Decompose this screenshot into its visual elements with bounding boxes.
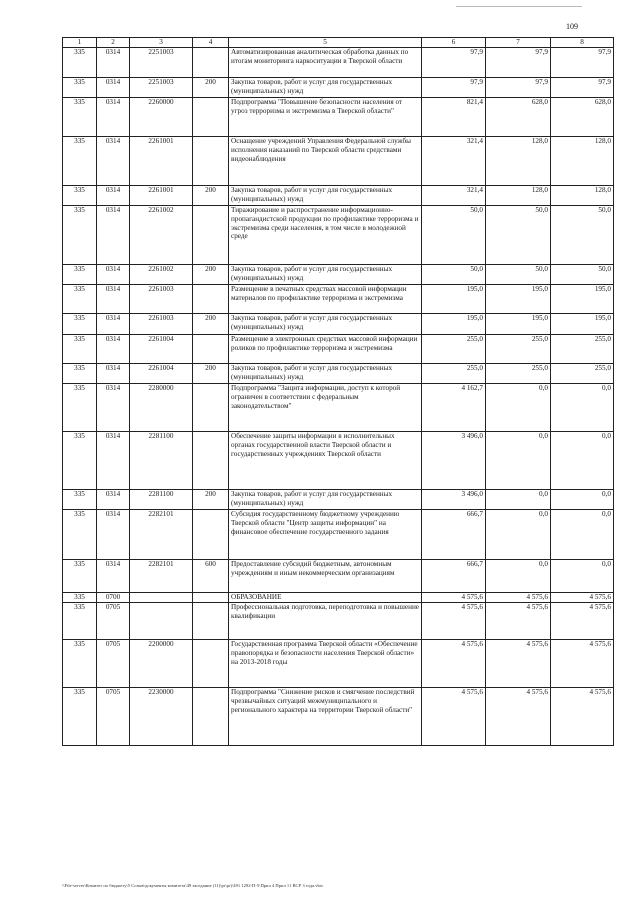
row-description: Закупка товаров, работ и услуг для государственных (муниципальных) нужд — [229, 364, 422, 384]
row-amount-year1: 3 496,0 — [422, 490, 486, 510]
row-expense-type — [193, 335, 229, 364]
row-amount-year3: 195,0 — [551, 285, 614, 314]
row-target-code: 2261004 — [130, 364, 193, 384]
row-target-code: 2261002 — [130, 265, 193, 285]
row-amount-year2: 4 575,6 — [486, 593, 551, 603]
row-amount-year2: 0,0 — [486, 560, 551, 593]
row-amount-year1: 821,4 — [422, 98, 486, 137]
table-header-row — [63, 38, 614, 48]
row-expense-type — [193, 510, 229, 560]
row-target-code: 2261004 — [130, 335, 193, 364]
row-target-code: 2261002 — [130, 206, 193, 265]
row-target-code: 2280000 — [130, 384, 193, 432]
row-expense-type — [193, 688, 229, 746]
row-amount-year3: 255,0 — [551, 335, 614, 364]
row-section-code: 0314 — [97, 48, 130, 78]
row-target-code: 2260000 — [130, 98, 193, 137]
row-amount-year1: 4 575,6 — [422, 593, 486, 603]
table-row — [63, 137, 614, 186]
row-amount-year3: 97,9 — [551, 78, 614, 98]
row-amount-year2: 97,9 — [486, 78, 551, 98]
row-section-code: 0314 — [97, 137, 130, 186]
row-expense-type — [193, 206, 229, 265]
header-cell: 5 — [229, 38, 422, 48]
row-amount-year1: 666,7 — [422, 510, 486, 560]
row-section-code: 0314 — [97, 364, 130, 384]
row-admin-code: 335 — [63, 603, 97, 640]
row-amount-year3: 4 575,6 — [551, 688, 614, 746]
row-expense-type — [193, 432, 229, 490]
row-target-code — [130, 593, 193, 603]
row-section-code: 0314 — [97, 186, 130, 206]
row-description: Подпрограмма "Снижение рисков и смягчение последствий чрезвычайных ситуаций межмуниципального и регионального характера на территории Тверской области" — [229, 688, 422, 746]
row-amount-year1: 666,7 — [422, 560, 486, 593]
row-description: Подпрограмма "Защита информации, доступ к которой ограничен в соответствии с федеральным законодательством" — [229, 384, 422, 432]
row-expense-type: 600 — [193, 560, 229, 593]
row-description: Тиражирование и распространение информационно-пропагандистской продукции по профилактике терроризма и экстремизма среди населения, в том числе в молодежной среде — [229, 206, 422, 265]
row-target-code: 2251003 — [130, 78, 193, 98]
table-body — [63, 48, 614, 746]
row-section-code: 0705 — [97, 688, 130, 746]
row-description: Профессиональная подготовка, переподготовка и повышение квалификации — [229, 603, 422, 640]
row-expense-type: 200 — [193, 314, 229, 335]
row-amount-year2: 0,0 — [486, 510, 551, 560]
row-expense-type — [193, 593, 229, 603]
row-amount-year1: 4 162,7 — [422, 384, 486, 432]
header-cell: 6 — [422, 38, 486, 48]
page-number: 109 — [566, 22, 578, 31]
row-description: Предоставление субсидий бюджетным, автономным учреждениям и иным некоммерческим организациям — [229, 560, 422, 593]
row-amount-year3: 50,0 — [551, 265, 614, 285]
row-admin-code: 335 — [63, 593, 97, 603]
row-amount-year2: 195,0 — [486, 285, 551, 314]
row-admin-code: 335 — [63, 490, 97, 510]
row-section-code: 0314 — [97, 98, 130, 137]
table-row — [63, 593, 614, 603]
row-amount-year2: 97,9 — [486, 48, 551, 78]
row-section-code: 0700 — [97, 593, 130, 603]
row-amount-year3: 4 575,6 — [551, 640, 614, 688]
row-section-code: 0314 — [97, 432, 130, 490]
table-row — [63, 335, 614, 364]
row-section-code: 0314 — [97, 285, 130, 314]
row-target-code: 2261003 — [130, 314, 193, 335]
row-expense-type — [193, 640, 229, 688]
row-target-code: 2261003 — [130, 285, 193, 314]
table-row — [63, 78, 614, 98]
row-section-code: 0314 — [97, 384, 130, 432]
row-description: Субсидия государственному бюджетному учреждению Тверской области "Центр защиты информации" на финансовое обеспечение государственного задания — [229, 510, 422, 560]
row-description: Закупка товаров, работ и услуг для государственных (муниципальных) нужд — [229, 78, 422, 98]
row-amount-year2: 195,0 — [486, 314, 551, 335]
row-amount-year1: 255,0 — [422, 335, 486, 364]
row-admin-code: 335 — [63, 285, 97, 314]
row-amount-year1: 50,0 — [422, 265, 486, 285]
row-admin-code: 335 — [63, 186, 97, 206]
row-section-code: 0314 — [97, 78, 130, 98]
row-expense-type: 200 — [193, 186, 229, 206]
row-amount-year1: 195,0 — [422, 285, 486, 314]
table-row — [63, 560, 614, 593]
row-description: Размещение в печатных средствах массовой информации материалов по профилактике терроризма и экстремизма — [229, 285, 422, 314]
row-amount-year1: 4 575,6 — [422, 640, 486, 688]
row-description: Государственная программа Тверской области «Обеспечение правопорядка и безопасности населения Тверской области» на 2013-2018 годы — [229, 640, 422, 688]
row-amount-year1: 97,9 — [422, 78, 486, 98]
row-expense-type: 200 — [193, 78, 229, 98]
row-expense-type: 200 — [193, 364, 229, 384]
row-target-code: 2281100 — [130, 490, 193, 510]
row-expense-type — [193, 98, 229, 137]
row-expense-type — [193, 48, 229, 78]
header-cell: 1 — [63, 38, 97, 48]
row-amount-year3: 628,0 — [551, 98, 614, 137]
row-section-code: 0705 — [97, 603, 130, 640]
table-row — [63, 510, 614, 560]
row-amount-year1: 3 496,0 — [422, 432, 486, 490]
row-amount-year1: 4 575,6 — [422, 603, 486, 640]
row-admin-code: 335 — [63, 560, 97, 593]
row-description: Обеспечение защиты информации в исполнительных органах государственной власти Тверской области и государственных учреждениях Тверской области — [229, 432, 422, 490]
table-row — [63, 603, 614, 640]
table-row — [63, 314, 614, 335]
table-row — [63, 48, 614, 78]
row-description: Размещение в электронных средствах массовой информации роликов по профилактике терроризма и экстремизма — [229, 335, 422, 364]
row-section-code: 0314 — [97, 490, 130, 510]
row-amount-year3: 0,0 — [551, 432, 614, 490]
row-description: Автоматизированная аналитическая обработка данных по итогам мониторинга наркоситуации в Тверской области — [229, 48, 422, 78]
row-amount-year3: 0,0 — [551, 560, 614, 593]
row-target-code: 2200000 — [130, 640, 193, 688]
row-amount-year3: 97,9 — [551, 48, 614, 78]
row-target-code: 2230000 — [130, 688, 193, 746]
header-cell: 7 — [486, 38, 551, 48]
row-amount-year2: 128,0 — [486, 186, 551, 206]
row-amount-year1: 195,0 — [422, 314, 486, 335]
row-amount-year3: 195,0 — [551, 314, 614, 335]
row-target-code: 2261001 — [130, 186, 193, 206]
header-cell: 3 — [130, 38, 193, 48]
row-amount-year3: 128,0 — [551, 186, 614, 206]
row-amount-year2: 255,0 — [486, 335, 551, 364]
row-admin-code: 335 — [63, 510, 97, 560]
row-description: Закупка товаров, работ и услуг для государственных (муниципальных) нужд — [229, 186, 422, 206]
row-admin-code: 335 — [63, 364, 97, 384]
row-amount-year3: 128,0 — [551, 137, 614, 186]
table-row — [63, 688, 614, 746]
row-admin-code: 335 — [63, 335, 97, 364]
row-amount-year2: 0,0 — [486, 432, 551, 490]
row-section-code: 0705 — [97, 640, 130, 688]
budget-table — [62, 37, 614, 746]
row-amount-year1: 97,9 — [422, 48, 486, 78]
table-row — [63, 206, 614, 265]
row-amount-year3: 50,0 — [551, 206, 614, 265]
row-admin-code: 335 — [63, 206, 97, 265]
row-section-code: 0314 — [97, 560, 130, 593]
row-expense-type: 200 — [193, 490, 229, 510]
row-amount-year2: 128,0 — [486, 137, 551, 186]
row-target-code: 2261001 — [130, 137, 193, 186]
row-amount-year2: 50,0 — [486, 206, 551, 265]
table-row — [63, 265, 614, 285]
row-expense-type — [193, 603, 229, 640]
row-section-code: 0314 — [97, 314, 130, 335]
row-section-code: 0314 — [97, 206, 130, 265]
table-row — [63, 285, 614, 314]
row-description: Оснащение учреждений Управления Федеральной службы исполнения наказаний по Тверской области средствами видеонаблюдения — [229, 137, 422, 186]
row-amount-year2: 4 575,6 — [486, 688, 551, 746]
row-amount-year3: 4 575,6 — [551, 603, 614, 640]
row-admin-code: 335 — [63, 48, 97, 78]
row-amount-year2: 0,0 — [486, 384, 551, 432]
row-description: Закупка товаров, работ и услуг для государственных (муниципальных) нужд — [229, 314, 422, 335]
row-target-code: 2282101 — [130, 510, 193, 560]
row-admin-code: 335 — [63, 688, 97, 746]
row-target-code: 2251003 — [130, 48, 193, 78]
row-amount-year3: 0,0 — [551, 510, 614, 560]
table-row — [63, 432, 614, 490]
row-description: ОБРАЗОВАНИЕ — [229, 593, 422, 603]
row-amount-year1: 255,0 — [422, 364, 486, 384]
row-admin-code: 335 — [63, 314, 97, 335]
row-amount-year3: 255,0 — [551, 364, 614, 384]
row-description: Закупка товаров, работ и услуг для государственных (муниципальных) нужд — [229, 490, 422, 510]
row-description: Закупка товаров, работ и услуг для государственных (муниципальных) нужд — [229, 265, 422, 285]
row-expense-type — [193, 137, 229, 186]
row-amount-year1: 321,4 — [422, 186, 486, 206]
table-row — [63, 186, 614, 206]
row-amount-year2: 4 575,6 — [486, 640, 551, 688]
row-admin-code: 335 — [63, 384, 97, 432]
row-admin-code: 335 — [63, 98, 97, 137]
row-amount-year2: 255,0 — [486, 364, 551, 384]
file-path-footer: \\File-server\Комитет по бюджету\5 Созыв\документы комитета\49 заседание (11)\pr\pr)\491 1292-П-5\Прил 4 Прил 11 ВСР 3 года.vbw — [62, 883, 324, 888]
header-cell: 4 — [193, 38, 229, 48]
row-expense-type: 200 — [193, 265, 229, 285]
header-rule — [456, 6, 582, 7]
row-section-code: 0314 — [97, 335, 130, 364]
row-admin-code: 335 — [63, 78, 97, 98]
row-amount-year2: 628,0 — [486, 98, 551, 137]
table-row — [63, 384, 614, 432]
row-target-code — [130, 603, 193, 640]
table-row — [63, 98, 614, 137]
table-row — [63, 640, 614, 688]
row-amount-year2: 4 575,6 — [486, 603, 551, 640]
row-amount-year3: 0,0 — [551, 490, 614, 510]
row-expense-type — [193, 384, 229, 432]
row-admin-code: 335 — [63, 137, 97, 186]
row-amount-year2: 50,0 — [486, 265, 551, 285]
header-cell: 2 — [97, 38, 130, 48]
row-target-code: 2282101 — [130, 560, 193, 593]
row-amount-year1: 4 575,6 — [422, 688, 486, 746]
row-expense-type — [193, 285, 229, 314]
row-amount-year1: 321,4 — [422, 137, 486, 186]
row-section-code: 0314 — [97, 265, 130, 285]
row-admin-code: 335 — [63, 432, 97, 490]
row-target-code: 2281100 — [130, 432, 193, 490]
table-row — [63, 364, 614, 384]
row-amount-year3: 0,0 — [551, 384, 614, 432]
row-amount-year1: 50,0 — [422, 206, 486, 265]
header-cell: 8 — [551, 38, 614, 48]
row-section-code: 0314 — [97, 510, 130, 560]
row-description: Подпрограмма "Повышение безопасности населения от угроз терроризма и экстремизма в Тверской области" — [229, 98, 422, 137]
row-amount-year2: 0,0 — [486, 490, 551, 510]
row-amount-year3: 4 575,6 — [551, 593, 614, 603]
table-row — [63, 490, 614, 510]
row-admin-code: 335 — [63, 640, 97, 688]
row-admin-code: 335 — [63, 265, 97, 285]
